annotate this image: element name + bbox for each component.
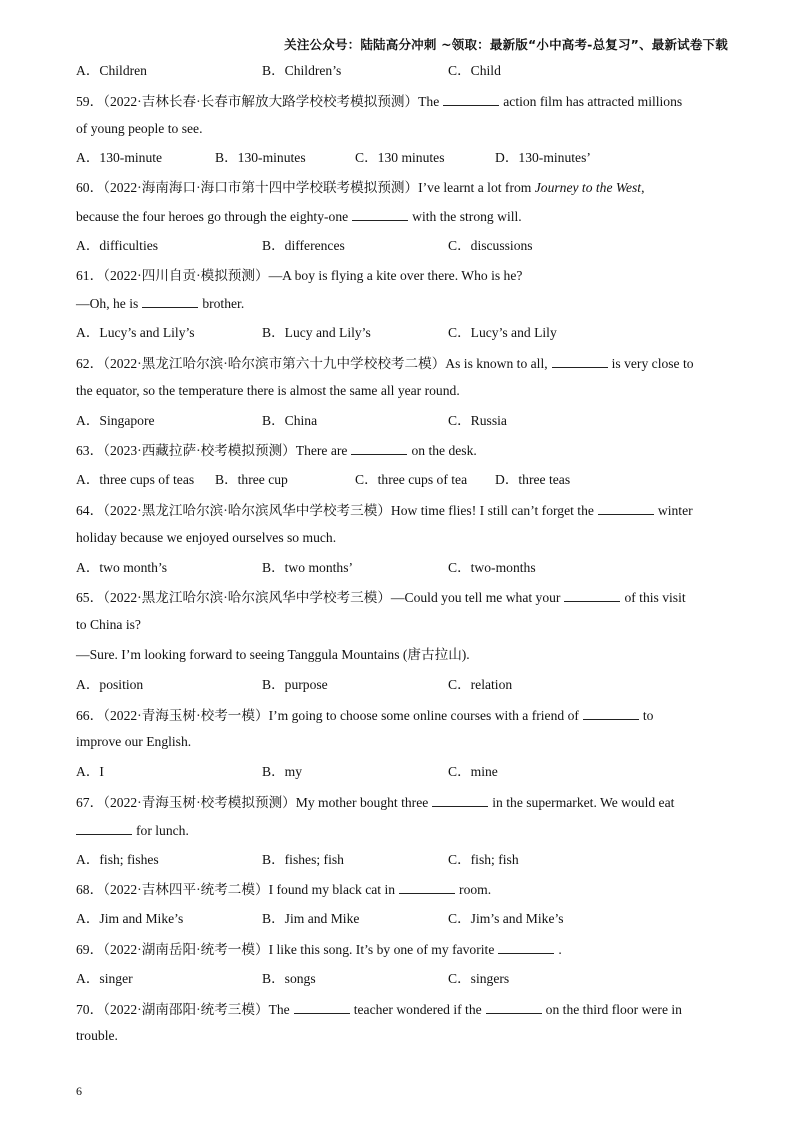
- option-b: B．China: [262, 412, 318, 428]
- option-c: C．Jim’s and Mike’s: [448, 911, 564, 927]
- option-c: C．relation: [448, 676, 513, 692]
- option-a: A．Lucy’s and Lily’s: [76, 325, 195, 341]
- option-row: [76, 61, 726, 91]
- question-source: （2022·黑龙江哈尔滨·哈尔滨市第六十九中学校校考二模）: [103, 355, 446, 371]
- answer-blank: [583, 705, 639, 720]
- question-source: （2022·青海玉树·校考一模）: [103, 707, 269, 723]
- option-b: B．Children’s: [262, 63, 342, 78]
- question-source: （2022·青海玉树·校考模拟预测）: [103, 794, 296, 810]
- question-number: 64．: [76, 502, 104, 518]
- option-row: [76, 323, 726, 353]
- option-b: B．fishes; fish: [262, 851, 344, 867]
- option-c: C．mine: [448, 764, 498, 780]
- option-c: C．discussions: [448, 237, 533, 253]
- page-number: 6: [76, 1084, 82, 1098]
- option-c: C．Russia: [448, 412, 507, 428]
- question-source: （2022·吉林长春·长春市解放大路学校校考模拟预测）: [103, 93, 419, 109]
- question-66: 66．（2022·青海玉树·校考一模）I’m going to choose some online courses with a friend of to: [76, 705, 726, 735]
- option-c: C．two-months: [448, 559, 536, 575]
- question-65: 65．（2022·黑龙江哈尔滨·哈尔滨风华中学校考三模）—Could you tell me what your of this visit: [76, 587, 726, 617]
- option-a: A．Jim and Mike’s: [76, 911, 184, 927]
- question-number: 59．: [76, 93, 104, 109]
- question-number: 63．: [76, 443, 104, 459]
- question-list: [76, 61, 726, 1056]
- question-68: 68．（2022·吉林四平·统考二模）I found my black cat in room.: [76, 879, 726, 909]
- option-row: [76, 148, 726, 178]
- question-63: 63．（2023·西藏拉萨·校考模拟预测）There are on the desk.: [76, 440, 726, 470]
- question-69: 69．（2022·湖南岳阳·统考一模）I like this song. It’s by one of my favorite .: [76, 939, 726, 969]
- option-c: C．Lucy’s and Lily: [448, 325, 557, 341]
- question-source: （2022·海南海口·海口市第十四中学校联考模拟预测）: [103, 180, 419, 196]
- option-b: B．three cup: [215, 472, 288, 488]
- option-row: [76, 675, 726, 705]
- option-a: A．difficulties: [76, 237, 159, 253]
- question-number: 65．: [76, 590, 104, 606]
- answer-blank: [443, 91, 499, 106]
- option-c: C．130 minutes: [355, 150, 445, 166]
- answer-blank: [351, 440, 407, 455]
- option-row: [76, 909, 726, 939]
- option-row: [76, 969, 726, 999]
- option-a: A．130-minute: [76, 150, 163, 166]
- question-continuation: —Sure. I’m looking forward to seeing Tanggula Mountains (唐古拉山).: [76, 646, 470, 662]
- option-a: A．singer: [76, 970, 133, 986]
- book-title: Journey to the West: [534, 180, 642, 196]
- answer-blank: [486, 999, 542, 1014]
- question-number: 69．: [76, 941, 104, 957]
- option-b: B．differences: [262, 237, 345, 253]
- answer-blank: [294, 999, 350, 1014]
- option-c: C．singers: [448, 970, 510, 986]
- option-b: B．130-minutes: [215, 150, 306, 166]
- question-source: （2023·西藏拉萨·校考模拟预测）: [103, 443, 296, 459]
- answer-blank: [142, 293, 198, 308]
- option-a: A．three cups of teas: [76, 472, 195, 488]
- question-continuation: the equator, so the temperature there is almost the same all year round.: [76, 382, 460, 398]
- question-continuation: for lunch.: [76, 820, 726, 850]
- question-64: 64．（2022·黑龙江哈尔滨·哈尔滨风华中学校考三模）How time flies! I still can’t forget the winter: [76, 500, 726, 530]
- question-number: 66．: [76, 707, 104, 723]
- option-b: B．Jim and Mike: [262, 911, 360, 927]
- answer-blank: [432, 792, 488, 807]
- option-a: A．Children: [76, 63, 147, 78]
- option-row: [76, 470, 726, 500]
- page-header: 关注公众号：陆陆高分冲刺 ~领取：最新版“小中高考-总复习”、最新试卷下载: [284, 37, 728, 52]
- question-continuation: because the four heroes go through the eighty-one with the strong will.: [76, 206, 726, 236]
- question-continuation: holiday because we enjoyed ourselves so much.: [76, 529, 337, 545]
- option-c: C．Child: [448, 63, 501, 78]
- option-a: A．I: [76, 764, 104, 780]
- option-row: [76, 558, 726, 588]
- answer-blank: [399, 879, 455, 894]
- option-c: C．fish; fish: [448, 851, 519, 867]
- answer-blank: [498, 939, 554, 954]
- question-source: （2022·黑龙江哈尔滨·哈尔滨风华中学校考三模）: [103, 502, 391, 518]
- question-source: （2022·四川自贡·模拟预测）: [103, 267, 269, 283]
- option-b: B．my: [262, 764, 303, 780]
- option-a: A．two month’s: [76, 559, 168, 575]
- question-source: （2022·吉林四平·统考二模）: [103, 882, 269, 898]
- option-b: B．purpose: [262, 676, 328, 692]
- question-70: 70．（2022·湖南邵阳·统考三模）The teacher wondered if the on the third floor were in: [76, 999, 726, 1029]
- question-source: （2022·湖南岳阳·统考一模）: [103, 941, 269, 957]
- question-62: 62．（2022·黑龙江哈尔滨·哈尔滨市第六十九中学校校考二模）As is known to all, is very close to: [76, 353, 726, 383]
- answer-blank: [598, 500, 654, 515]
- answer-blank: [552, 353, 608, 368]
- question-number: 68．: [76, 882, 104, 898]
- question-continuation: trouble.: [76, 1028, 118, 1044]
- option-a: A．Singapore: [76, 412, 155, 428]
- option-b: B．songs: [262, 970, 316, 986]
- question-continuation: of young people to see.: [76, 120, 203, 136]
- question-source: （2022·湖南邵阳·统考三模）: [103, 1001, 269, 1017]
- question-59: 59．（2022·吉林长春·长春市解放大路学校校考模拟预测）The action film has attracted millions: [76, 91, 726, 121]
- option-b: B．two months’: [262, 559, 354, 575]
- question-number: 70．: [76, 1001, 104, 1017]
- question-61: 61．（2022·四川自贡·模拟预测）—A boy is flying a kite over there. Who is he?: [76, 267, 523, 283]
- answer-blank: [352, 206, 408, 221]
- question-67: 67．（2022·青海玉树·校考模拟预测）My mother bought three in the supermarket. We would eat: [76, 792, 726, 822]
- option-row: [76, 762, 726, 792]
- question-source: （2022·黑龙江哈尔滨·哈尔滨风华中学校考三模）: [103, 590, 391, 606]
- question-60: 60．（2022·海南海口·海口市第十四中学校联考模拟预测）I’ve learnt a lot from Journey to the West,: [76, 180, 645, 196]
- answer-blank: [564, 587, 620, 602]
- option-a: A．fish; fishes: [76, 851, 159, 867]
- question-number: 60．: [76, 180, 104, 196]
- option-a: A．position: [76, 676, 144, 692]
- option-d: D．three teas: [495, 472, 571, 488]
- question-continuation: improve our English.: [76, 734, 192, 750]
- question-continuation: to China is?: [76, 617, 141, 633]
- option-d: D．130-minutes’: [495, 150, 591, 166]
- option-row: [76, 850, 726, 880]
- option-c: C．three cups of tea: [355, 472, 468, 488]
- question-number: 67．: [76, 794, 104, 810]
- option-row: [76, 236, 726, 266]
- answer-blank: [76, 820, 132, 835]
- option-row: [76, 411, 726, 441]
- question-number: 61．: [76, 267, 104, 283]
- option-b: B．Lucy and Lily’s: [262, 325, 371, 341]
- question-number: 62．: [76, 355, 104, 371]
- question-continuation: —Oh, he is brother.: [76, 293, 726, 323]
